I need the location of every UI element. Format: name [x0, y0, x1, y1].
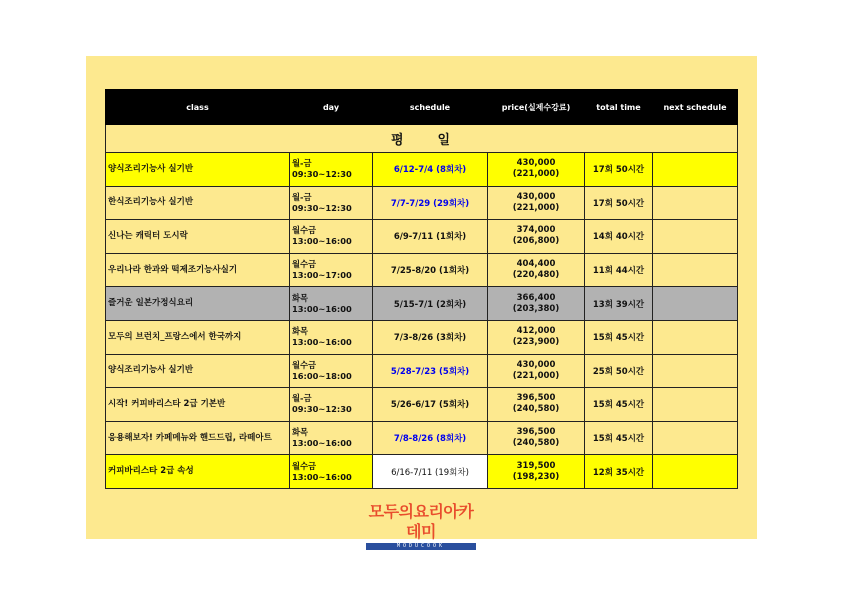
price-actual: (203,380) [512, 303, 560, 314]
day-hours: 16:00~18:00 [292, 370, 352, 381]
section-title: 평일 [106, 125, 738, 153]
price-full: 396,500 [516, 393, 556, 404]
header-row [106, 90, 738, 125]
price-full: 396,500 [516, 427, 556, 438]
total-time-cell: 14회 40시간 [585, 220, 653, 254]
schedule-cell: 5/26-6/17 (5회차) [373, 388, 488, 422]
schedule-cell: 7/25-8/20 (1회차) [373, 253, 488, 287]
day-days: 월-금 [292, 158, 312, 169]
day-hours: 13:00~16:00 [292, 471, 352, 482]
header-next-schedule: next schedule [653, 90, 738, 125]
academy-logo [363, 502, 479, 549]
day-days: 월수금 [292, 225, 317, 236]
day-days: 화목 [292, 427, 309, 438]
price-full: 374,000 [516, 225, 556, 236]
table-row [106, 253, 738, 287]
total-time-cell: 15회 45시간 [585, 320, 653, 354]
day-hours: 13:00~16:00 [292, 303, 352, 314]
schedule-cell: 7/8-8/26 (8회차) [373, 421, 488, 455]
day-hours: 09:30~12:30 [292, 169, 352, 180]
day-cell [290, 287, 373, 321]
next-schedule-cell [653, 186, 738, 220]
price-full: 430,000 [516, 191, 556, 202]
day-cell [290, 421, 373, 455]
table-row [106, 153, 738, 187]
day-cell [290, 253, 373, 287]
price-actual: (221,000) [512, 202, 560, 213]
day-hours: 13:00~16:00 [292, 337, 352, 348]
price-actual: (220,480) [512, 270, 560, 281]
price-actual: (198,230) [512, 471, 560, 482]
class-name: 우리나라 한과와 떡제조기능사실기 [106, 253, 290, 287]
day-days: 월-금 [292, 393, 312, 404]
total-time-cell: 15회 45시간 [585, 388, 653, 422]
price-cell [488, 253, 585, 287]
day-hours: 13:00~17:00 [292, 270, 352, 281]
logo-latin-text: MODUCOOK [366, 543, 476, 550]
total-time-cell: 11회 44시간 [585, 253, 653, 287]
price-actual: (240,580) [512, 404, 560, 415]
day-days: 월수금 [292, 259, 317, 270]
day-days: 월수금 [292, 359, 317, 370]
next-schedule-cell [653, 287, 738, 321]
table-row [106, 388, 738, 422]
total-time-cell: 25회 50시간 [585, 354, 653, 388]
schedule-cell: 5/28-7/23 (5회차) [373, 354, 488, 388]
day-hours: 13:00~16:00 [292, 438, 352, 449]
price-cell [488, 153, 585, 187]
day-hours: 09:30~12:30 [292, 404, 352, 415]
day-cell [290, 320, 373, 354]
next-schedule-cell [653, 220, 738, 254]
table-row [106, 455, 738, 489]
class-name: 신나는 캐릭터 도시락 [106, 220, 290, 254]
table-row [106, 320, 738, 354]
table-row [106, 186, 738, 220]
price-full: 319,500 [516, 460, 556, 471]
day-hours: 13:00~16:00 [292, 236, 352, 247]
class-name: 양식조리기능사 실기반 [106, 354, 290, 388]
price-cell [488, 421, 585, 455]
price-cell [488, 287, 585, 321]
next-schedule-cell [653, 253, 738, 287]
section-row [106, 125, 738, 153]
next-schedule-cell [653, 320, 738, 354]
next-schedule-cell [653, 153, 738, 187]
price-actual: (223,900) [512, 337, 560, 348]
price-full: 412,000 [516, 326, 556, 337]
class-name: 응용해보자! 카페메뉴와 핸드드립, 라떼아트 [106, 421, 290, 455]
class-name: 커피바리스타 2급 속성 [106, 455, 290, 489]
next-schedule-cell [653, 354, 738, 388]
table-row [106, 220, 738, 254]
class-name: 모두의 브런치_프랑스에서 한국까지 [106, 320, 290, 354]
price-cell [488, 220, 585, 254]
class-name: 양식조리기능사 실기반 [106, 153, 290, 187]
price-full: 430,000 [516, 158, 556, 169]
table-row [106, 354, 738, 388]
day-days: 화목 [292, 292, 309, 303]
class-name: 한식조리기능사 실기반 [106, 186, 290, 220]
day-hours: 09:30~12:30 [292, 202, 352, 213]
total-time-cell: 17회 50시간 [585, 186, 653, 220]
header-total-time: total time [585, 90, 653, 125]
day-cell [290, 354, 373, 388]
total-time-cell: 15회 45시간 [585, 421, 653, 455]
price-cell [488, 320, 585, 354]
schedule-cell: 7/7-7/29 (29회차) [373, 186, 488, 220]
day-days: 월-금 [292, 191, 312, 202]
price-cell [488, 354, 585, 388]
table-row [106, 287, 738, 321]
schedule-cell: 7/3-8/26 (3회차) [373, 320, 488, 354]
price-actual: (206,800) [512, 236, 560, 247]
schedule-cell: 6/16-7/11 (19회차) [373, 455, 488, 489]
total-time-cell: 13회 39시간 [585, 287, 653, 321]
day-cell [290, 455, 373, 489]
day-cell [290, 220, 373, 254]
price-full: 366,400 [516, 292, 556, 303]
header-class: class [106, 90, 290, 125]
schedule-cell: 6/12-7/4 (8회차) [373, 153, 488, 187]
header-day: day [290, 90, 373, 125]
header-schedule: schedule [373, 90, 488, 125]
class-name: 시작! 커피바리스타 2급 기본반 [106, 388, 290, 422]
schedule-cell: 5/15-7/1 (2회차) [373, 287, 488, 321]
schedule-table [105, 89, 738, 489]
day-cell [290, 388, 373, 422]
price-actual: (221,000) [512, 370, 560, 381]
price-cell [488, 186, 585, 220]
day-days: 월수금 [292, 460, 317, 471]
day-cell [290, 186, 373, 220]
price-full: 430,000 [516, 359, 556, 370]
price-cell [488, 455, 585, 489]
total-time-cell: 12회 35시간 [585, 455, 653, 489]
day-cell [290, 153, 373, 187]
next-schedule-cell [653, 421, 738, 455]
table-row [106, 421, 738, 455]
price-actual: (240,580) [512, 438, 560, 449]
schedule-cell: 6/9-7/11 (1회차) [373, 220, 488, 254]
next-schedule-cell [653, 388, 738, 422]
logo-korean-text: 모두의요리아카데미 [368, 502, 474, 541]
price-cell [488, 388, 585, 422]
day-days: 화목 [292, 326, 309, 337]
class-name: 즐거운 일본가정식요리 [106, 287, 290, 321]
header-price: price(실제수강료) [488, 90, 585, 125]
price-full: 404,400 [516, 259, 556, 270]
next-schedule-cell [653, 455, 738, 489]
price-actual: (221,000) [512, 169, 560, 180]
total-time-cell: 17회 50시간 [585, 153, 653, 187]
